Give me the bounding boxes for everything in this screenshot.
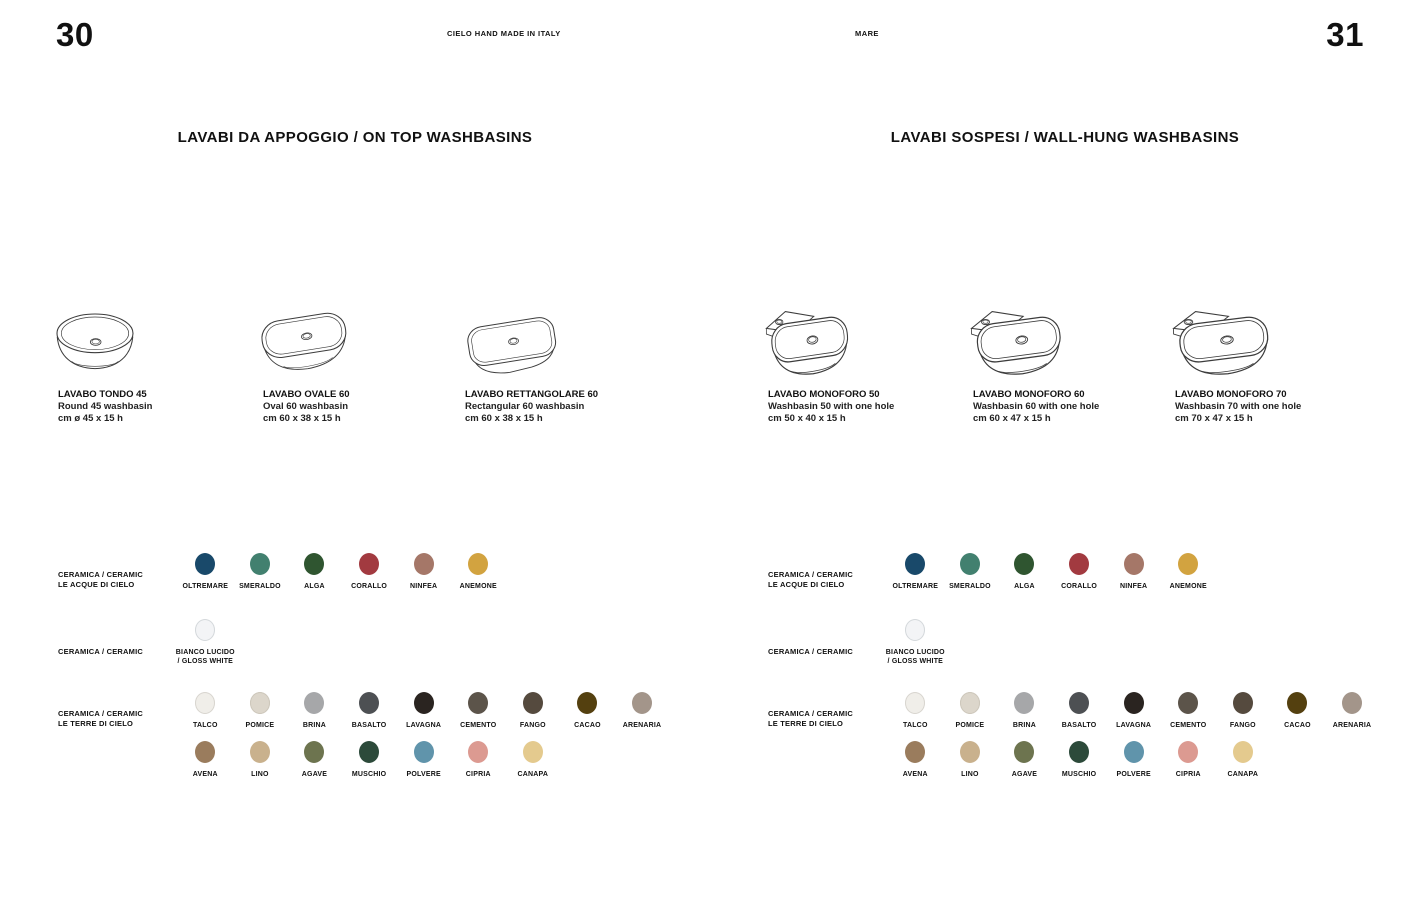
color-dot <box>1069 741 1089 763</box>
swatch-row-bianco <box>175 619 235 666</box>
color-dot <box>1178 741 1198 763</box>
finish-swatch <box>233 692 288 730</box>
finish-swatch <box>451 741 506 779</box>
color-dot <box>1014 692 1034 714</box>
color-dot <box>960 692 980 714</box>
color-dot <box>523 692 543 714</box>
swatch-label: CANAPA <box>517 771 549 778</box>
swatch-label: LINO <box>961 771 979 778</box>
swatch-row-bianco <box>885 619 945 666</box>
page-right <box>710 0 1420 904</box>
finish-swatch <box>451 553 506 591</box>
swatch-row-acque <box>178 553 506 591</box>
swatch-label: ALGA <box>1014 583 1035 590</box>
product-card <box>973 290 1183 425</box>
finish-swatch <box>888 741 943 779</box>
swatch-label: CEMENTO <box>1170 722 1207 729</box>
finish-swatch <box>1216 741 1271 779</box>
swatch-label: CORALLO <box>1061 583 1098 590</box>
swatch-label: TALCO <box>193 722 218 729</box>
washbasin-drawing <box>765 290 978 378</box>
swatch-label: MUSCHIO <box>1061 771 1097 778</box>
color-dot <box>195 553 215 575</box>
finish-swatch <box>233 741 288 779</box>
swatch-label: BASALTO <box>351 722 387 729</box>
swatch-label: BASALTO <box>1061 722 1097 729</box>
swatch-label: FANGO <box>519 722 546 729</box>
page-title: LAVABI DA APPOGGIO / ON TOP WASHBASINS <box>177 129 533 146</box>
finish-swatch <box>997 692 1052 730</box>
finish-swatch <box>885 619 945 666</box>
swatch-label: ALGA <box>304 583 325 590</box>
product-caption <box>465 389 675 425</box>
page-number-right: 31 <box>1326 16 1364 53</box>
products-row <box>0 290 710 430</box>
products-row <box>710 290 1420 430</box>
washbasin-drawing <box>260 290 473 378</box>
swatch-label: ANEMONE <box>1169 583 1207 590</box>
product-dimensions: cm ø 45 x 15 h <box>58 413 123 424</box>
finish-swatch <box>1270 692 1325 730</box>
finish-swatch <box>1052 553 1107 591</box>
finish-swatch <box>1052 692 1107 730</box>
swatch-label: FANGO <box>1229 722 1256 729</box>
swatch-row-terre <box>888 741 1270 779</box>
product-name: LAVABO MONOFORO 70 <box>1175 389 1287 400</box>
color-dot <box>414 553 434 575</box>
finish-swatch <box>888 692 943 730</box>
color-dot <box>905 741 925 763</box>
swatch-label: OLTREMARE <box>182 583 229 590</box>
finish-section-label-acque <box>768 570 853 590</box>
color-dot <box>1233 741 1253 763</box>
collection-running-head: MARE <box>855 29 879 38</box>
color-dot <box>1178 553 1198 575</box>
product-card <box>58 290 268 425</box>
color-dot <box>1124 553 1144 575</box>
swatch-label: SMERALDO <box>949 583 991 590</box>
finish-swatch <box>178 692 233 730</box>
swatch-row-terre <box>178 741 560 779</box>
finish-swatch <box>175 619 235 666</box>
finish-section-label-line: CERAMICA / CERAMIC <box>768 647 853 656</box>
product-caption <box>973 389 1183 425</box>
product-name: LAVABO OVALE 60 <box>263 389 350 400</box>
finish-section-label-line: CERAMICA / CERAMIC <box>768 709 853 718</box>
color-dot <box>905 619 925 641</box>
finish-section-label-line: CERAMICA / CERAMIC <box>58 709 143 718</box>
swatch-label: NINFEA <box>1120 583 1148 590</box>
color-dot <box>414 692 434 714</box>
color-dot <box>1124 741 1144 763</box>
color-dot <box>1014 741 1034 763</box>
swatch-label: LAVAGNA <box>1116 722 1152 729</box>
finish-swatch <box>342 553 397 591</box>
color-dot <box>304 692 324 714</box>
color-dot <box>304 741 324 763</box>
color-dot <box>250 692 270 714</box>
product-caption <box>1175 389 1385 425</box>
finish-section-label-line: CERAMICA / CERAMIC <box>768 570 853 579</box>
product-caption <box>58 389 268 425</box>
product-dimensions: cm 70 x 47 x 15 h <box>1175 413 1253 424</box>
finish-swatch <box>1161 741 1216 779</box>
swatch-label: BRINA <box>1012 722 1037 729</box>
product-name: LAVABO TONDO 45 <box>58 389 147 400</box>
swatch-label: POLVERE <box>1116 771 1151 778</box>
product-card <box>263 290 473 425</box>
brand-running-head: CIELO HAND MADE IN ITALY <box>447 29 561 38</box>
finish-swatch <box>506 741 561 779</box>
finish-section-label-line: LE ACQUE DI CIELO <box>768 580 845 589</box>
finish-section-label-line: CERAMICA / CERAMIC <box>58 570 143 579</box>
finish-swatch <box>997 741 1052 779</box>
page-number-left: 30 <box>56 16 94 53</box>
swatch-row-terre <box>178 692 669 730</box>
washbasin-drawing <box>55 290 268 378</box>
color-dot <box>304 553 324 575</box>
color-dot <box>1178 692 1198 714</box>
finish-section-label-line: CERAMICA / CERAMIC <box>58 647 143 656</box>
color-dot <box>414 741 434 763</box>
color-dot <box>359 741 379 763</box>
swatch-label: ARENARIA <box>622 722 662 729</box>
swatch-label: LAVAGNA <box>406 722 442 729</box>
finish-section-label-terre <box>768 709 853 729</box>
product-description: Round 45 washbasin <box>58 401 153 412</box>
swatch-label: POLVERE <box>406 771 441 778</box>
finish-swatch <box>1052 741 1107 779</box>
swatch-label: MUSCHIO <box>351 771 387 778</box>
swatch-label: CANAPA <box>1227 771 1259 778</box>
color-dot <box>632 692 652 714</box>
swatch-label: CIPRIA <box>465 771 491 778</box>
product-description: Rectangular 60 washbasin <box>465 401 585 412</box>
finish-section-label-line: LE ACQUE DI CIELO <box>58 580 135 589</box>
finish-section-label-line: LE TERRE DI CIELO <box>768 719 844 728</box>
product-description: Washbasin 70 with one hole <box>1175 401 1302 412</box>
finish-swatch <box>178 741 233 779</box>
swatch-label: AVENA <box>192 771 218 778</box>
finish-swatch <box>287 553 342 591</box>
color-dot <box>195 619 215 641</box>
finish-swatch <box>1106 692 1161 730</box>
finish-swatch <box>1161 692 1216 730</box>
swatch-label: POMICE <box>955 722 985 729</box>
swatch-label: ARENARIA <box>1332 722 1372 729</box>
washbasin-drawing <box>1172 290 1385 378</box>
color-dot <box>1287 692 1307 714</box>
color-dot <box>250 553 270 575</box>
color-dot <box>195 692 215 714</box>
finish-swatch <box>342 741 397 779</box>
product-description: Washbasin 50 with one hole <box>768 401 895 412</box>
product-name: LAVABO MONOFORO 60 <box>973 389 1085 400</box>
color-dot <box>359 692 379 714</box>
finish-section-label-acque <box>58 570 143 590</box>
color-dot <box>1233 692 1253 714</box>
swatch-label-line2: / GLOSS WHITE <box>177 658 234 665</box>
page-title: LAVABI SOSPESI / WALL-HUNG WASHBASINS <box>890 129 1240 146</box>
finish-swatch <box>396 692 451 730</box>
swatch-label: LINO <box>251 771 269 778</box>
swatch-label: AGAVE <box>301 771 328 778</box>
color-dot <box>1069 553 1089 575</box>
color-dot <box>577 692 597 714</box>
swatch-row-terre <box>888 692 1379 730</box>
finish-section-label-bianco <box>58 647 143 657</box>
product-card <box>768 290 978 425</box>
swatch-label: NINFEA <box>410 583 438 590</box>
product-card <box>1175 290 1385 425</box>
finish-swatch <box>888 553 943 591</box>
product-dimensions: cm 60 x 47 x 15 h <box>973 413 1051 424</box>
color-dot <box>468 692 488 714</box>
finish-swatch <box>943 692 998 730</box>
product-name: LAVABO RETTANGOLARE 60 <box>465 389 599 400</box>
finish-section-label-line: LE TERRE DI CIELO <box>58 719 134 728</box>
swatch-row-acque <box>888 553 1216 591</box>
washbasin-drawing <box>970 290 1183 378</box>
finish-swatch <box>997 553 1052 591</box>
finish-swatch <box>396 741 451 779</box>
color-dot <box>1014 553 1034 575</box>
color-dot <box>1124 692 1144 714</box>
color-dot <box>359 553 379 575</box>
color-dot <box>250 741 270 763</box>
product-dimensions: cm 60 x 38 x 15 h <box>465 413 543 424</box>
finish-swatch <box>396 553 451 591</box>
finish-swatch <box>506 692 561 730</box>
color-dot <box>1069 692 1089 714</box>
swatch-label: AGAVE <box>1011 771 1038 778</box>
product-name: LAVABO MONOFORO 50 <box>768 389 880 400</box>
swatch-label: CORALLO <box>351 583 388 590</box>
finish-swatch <box>1106 741 1161 779</box>
color-dot <box>960 741 980 763</box>
color-dot <box>960 553 980 575</box>
swatch-label: CACAO <box>574 722 601 729</box>
product-description: Washbasin 60 with one hole <box>973 401 1100 412</box>
color-dot <box>195 741 215 763</box>
swatch-label: ANEMONE <box>459 583 497 590</box>
swatch-label-line2: / GLOSS WHITE <box>887 658 944 665</box>
swatch-label: SMERALDO <box>239 583 281 590</box>
product-card <box>465 290 675 425</box>
swatch-label: OLTREMARE <box>892 583 939 590</box>
finish-swatch <box>451 692 506 730</box>
finish-swatch <box>287 692 342 730</box>
swatch-label: POMICE <box>245 722 275 729</box>
color-dot <box>523 741 543 763</box>
finish-swatch <box>943 553 998 591</box>
product-dimensions: cm 50 x 40 x 15 h <box>768 413 846 424</box>
product-description: Oval 60 washbasin <box>263 401 349 412</box>
finish-swatch <box>943 741 998 779</box>
finish-swatch <box>560 692 615 730</box>
color-dot <box>468 553 488 575</box>
swatch-label: TALCO <box>903 722 928 729</box>
finish-section-label-bianco <box>768 647 853 657</box>
finish-swatch <box>287 741 342 779</box>
finish-swatch <box>1161 553 1216 591</box>
product-caption <box>263 389 473 425</box>
finish-swatch <box>615 692 670 730</box>
product-caption <box>768 389 978 425</box>
finish-section-label-terre <box>58 709 143 729</box>
swatch-label: BIANCO LUCIDO / GLOSS WHITE <box>885 649 945 665</box>
swatch-label: BRINA <box>302 722 327 729</box>
swatch-label: CACAO <box>1284 722 1311 729</box>
finish-swatch <box>178 553 233 591</box>
finish-swatch <box>342 692 397 730</box>
color-dot <box>905 692 925 714</box>
swatch-label: BIANCO LUCIDO / GLOSS WHITE <box>175 649 235 665</box>
finish-swatch <box>1325 692 1380 730</box>
color-dot <box>905 553 925 575</box>
product-dimensions: cm 60 x 38 x 15 h <box>263 413 341 424</box>
color-dot <box>468 741 488 763</box>
finish-swatch <box>1216 692 1271 730</box>
finish-swatch <box>1106 553 1161 591</box>
finish-swatch <box>233 553 288 591</box>
swatch-label: CEMENTO <box>460 722 497 729</box>
washbasin-drawing <box>462 290 675 378</box>
swatch-label: AVENA <box>902 771 928 778</box>
color-dot <box>1342 692 1362 714</box>
swatch-label: CIPRIA <box>1175 771 1201 778</box>
